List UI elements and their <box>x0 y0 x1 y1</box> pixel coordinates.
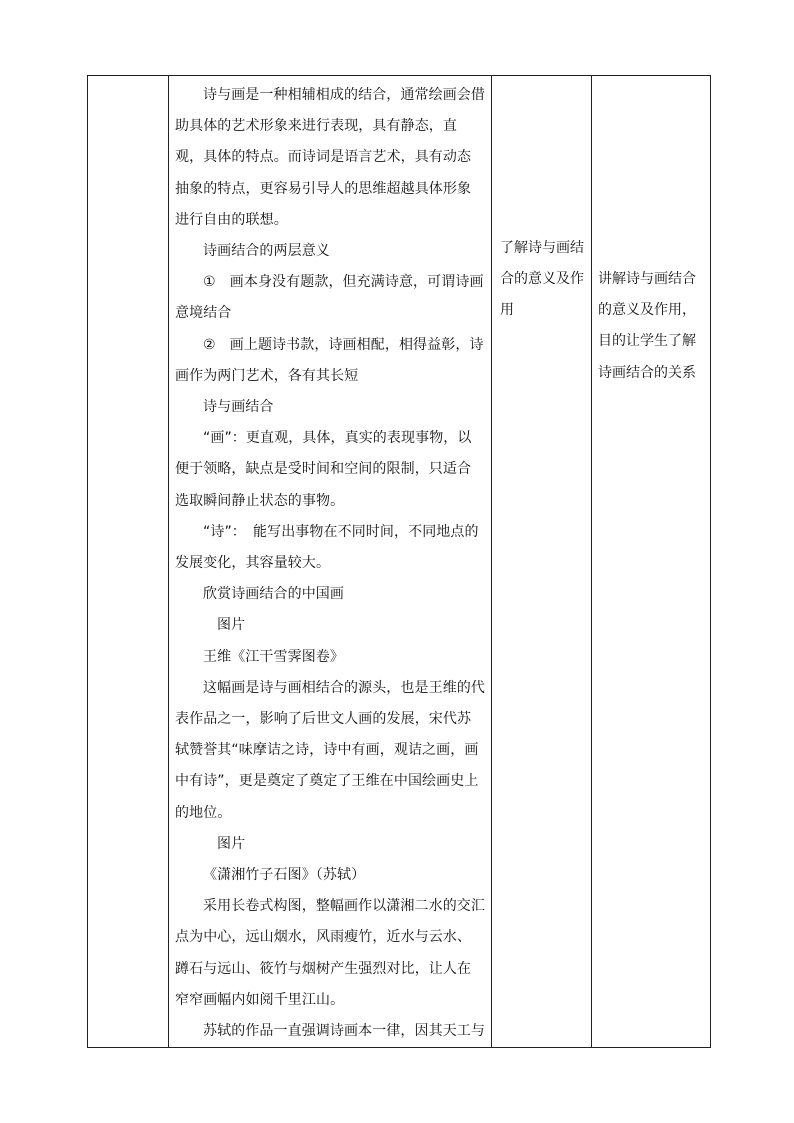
goal-cell <box>492 76 592 1048</box>
section-heading-appreciation: 欣赏诗画结合的中国画 <box>203 586 344 603</box>
goal-text: 了解诗与画结合的意义及作用 <box>500 240 584 319</box>
closing-paragraph: 苏轼的作品一直强调诗画本一律，因其天工与 <box>203 1023 485 1040</box>
artwork-title-2: 《潇湘竹子石图》（苏轼） <box>203 867 366 884</box>
activity-cell <box>592 76 711 1048</box>
table-row <box>88 76 711 1048</box>
image-placeholder-2: 图片 <box>217 835 246 852</box>
artwork-description-2: 采用长卷式构图，整幅画作以潇湘二水的交汇点为中心，远山烟水，风雨瘦竹，近水与云水、蹲石与远山、筱竹与烟树产生强烈对比，让人在窄窄画幅内如阅千里江山。 <box>175 898 485 1008</box>
section-heading-combination: 诗与画结合 <box>203 399 274 416</box>
painting-description: “画”：更直观，具体，真实的表现事物，以便于领略，缺点是受时间和空间的限制，只适合选取瞬间静止状态的事物。 <box>175 430 472 509</box>
content-body <box>169 76 491 1047</box>
meaning-item-2: ② 画上题诗书款，诗画相配，相得益彰，诗画作为两门艺术，各有其长短 <box>175 336 484 384</box>
artwork-title-1: 王维《江干雪霁图卷》 <box>203 648 344 665</box>
image-placeholder-1: 图片 <box>217 617 246 634</box>
artwork-description-1: 这幅画是诗与画相结合的源头，也是王维的代表作品之一，影响了后世文人画的发展，宋代苏轼赞誉其“味摩诘之诗，诗中有画，观诘之画，画中有诗”，更是奠定了奠定了王维在中国绘画史上的地位。 <box>175 679 485 821</box>
intro-paragraph: 诗与画是一种相辅相成的结合，通常绘画会借助具体的艺术形象来进行表现，具有静态，直观，具体的特点。而诗词是语言艺术，具有动态抽象的特点，更容易引导人的思维超越具体形象进行自由的联想。 <box>175 87 485 228</box>
poem-description: “诗”： 能写出事物在不同时间，不同地点的发展变化，其容量较大。 <box>175 523 479 572</box>
meaning-item-1: ① 画本身没有题款，但充满诗意，可谓诗画意境结合 <box>175 274 484 322</box>
section-heading-two-meanings: 诗画结合的两层意义 <box>203 243 330 260</box>
lesson-table <box>87 75 711 1048</box>
content-cell <box>169 76 492 1048</box>
empty-column-cell <box>88 76 169 1048</box>
activity-text: 讲解诗与画结合的意义及作用，目的让学生了解诗画结合的关系 <box>598 271 696 381</box>
